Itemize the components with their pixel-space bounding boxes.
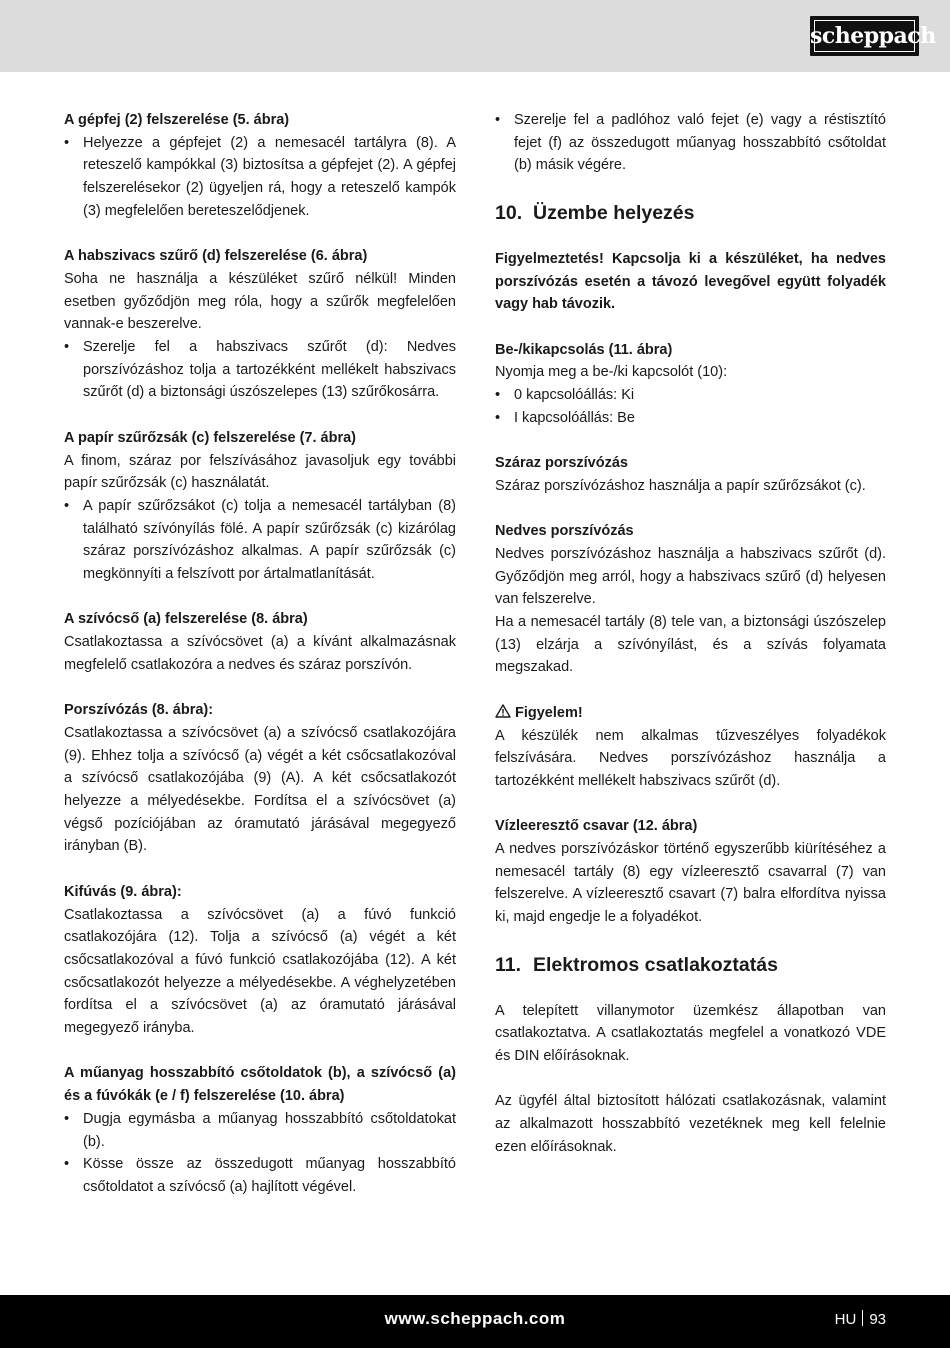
section-extension-tubes (64, 1062, 456, 1198)
list-item: • Dugja egymásba a műanyag hosszabbító csőtoldatokat (b). (64, 1108, 456, 1153)
right-column (495, 109, 886, 1181)
section-foam-filter (64, 245, 456, 404)
left-column (64, 109, 456, 1221)
bullet-list (64, 132, 456, 223)
section-mains-connection (495, 1090, 886, 1158)
chapter-number: 11. (495, 953, 522, 976)
section-nozzles (495, 109, 886, 177)
paragraph: Csatlakoztassa a szívócsövet (a) a fúvó funkció csatlakozójára (12). Tolja a szívócső (a) végét a két csőcsatlakozóval a fúvó funkció csatlakozójába (12). A két csőcsatlakozót helyezze a mélyedésekbe. A véghelyzetében fordítsa el a szívócsövet (a) az óramutató járásával megegyező irányba. (64, 906, 456, 1037)
section-heading: A papír szűrőzsák (c) felszerelése (7. ábra) (64, 429, 356, 446)
section-heading (495, 702, 886, 725)
paragraph: A finom, száraz por felszívásához javasoljuk egy további papír szűrőzsák (c) használatát. (64, 452, 456, 492)
paragraph: Ha a nemesacél tartály (8) tele van, a biztonsági úszószelep (13) elzárja a szívónyílást, és a szívás folyamata megszakad. (495, 614, 886, 676)
section-heading: A gépfej (2) felszerelése (5. ábra) (64, 112, 290, 128)
list-item: • Szerelje fel a padlóhoz való fejet (e) vagy a réstisztító fejet (f) az összedugott műanyag hosszabbító csőtoldat (b) másik végére. (495, 109, 886, 177)
language-code: HU (834, 1311, 857, 1328)
section-warning (495, 248, 886, 316)
section-on-off (495, 339, 886, 430)
page-indicator (835, 1310, 886, 1328)
chapter-title: Üzembe helyezés (533, 201, 695, 224)
bullet-list (495, 109, 886, 177)
list-item: • A papír szűrőzsákot (c) tolja a nemesacél tartályban (8) található szívónyílás fölé. A papír szűrőzsák (c) kizárólag száraz porszívózáshoz alkalmas. A papír szűrőzsák (c) megkönnyíti a felszívott por ártalmatlanítását. (64, 495, 456, 586)
section-suction-hose (64, 608, 456, 676)
paragraph: Csatlakoztassa a szívócsövet (a) a kívánt alkalmazásnak megfelelő csatlakozóra a nedves és száraz porszívón. (64, 634, 456, 673)
bullet-list (64, 495, 456, 586)
section-blowing (64, 881, 456, 1040)
section-heading: Vízleeresztő csavar (12. ábra) (495, 818, 698, 835)
chapter-title: Elektromos csatlakoztatás (533, 953, 778, 976)
attention-label: Figyelem! (515, 704, 583, 721)
list-item: • Kösse össze az összedugott műanyag hosszabbító csőtoldatot a szívócső (a) hajlított végével. (64, 1153, 456, 1198)
warning-triangle-icon (495, 704, 511, 718)
scheppach-logo (810, 16, 936, 56)
bullet-list (495, 384, 886, 429)
section-heading: A habszivacs szűrő (d) felszerelése (6. ábra) (64, 248, 368, 265)
logo-text: scheppach (810, 23, 936, 49)
list-item: • Szerelje fel a habszivacs szűrőt (d): Nedves porszívózáshoz tolja a tartozékként mellékelt habszivacs szűrőt (d) a biztonsági úszószelepes (13) szűrőkosárra. (64, 336, 456, 404)
chapter-heading-start-up (495, 200, 886, 226)
section-wet-vacuuming (495, 520, 886, 679)
section-heading: Nedves porszívózás (495, 523, 634, 540)
chapter-number: 10. (495, 201, 523, 224)
paragraph: A nedves porszívózáskor történő egyszerűbb kiürítéséhez a nemesacél tartály (8) egy vízleeresztő csavarral (7) van felszerelve. A vízleeresztő csavart (7) balra elfordítva nyissa ki, majd engedje le a folyadékot. (495, 841, 886, 926)
chapter-heading-electrical (495, 952, 886, 978)
logo-frame (814, 20, 915, 52)
paragraph: Soha ne használja a készüléket szűrő nélkül! Minden esetben győződjön meg róla, hogy a szűrők megfelelően vannak-e beszerelve. (64, 270, 456, 333)
page-header (0, 0, 950, 72)
section-drain-screw (495, 815, 886, 929)
section-heading: Száraz porszívózás (495, 455, 628, 472)
paragraph: A telepített villanymotor üzemkész állapotban van csatlakoztatva. A csatlakoztatás megfelel a vonatkozó VDE és DIN előírásoknak. (495, 1002, 886, 1064)
section-motor-connection (495, 1000, 886, 1068)
list-item: • I kapcsolóállás: Be (495, 407, 886, 430)
paragraph: Nyomja meg a be-/ki kapcsolót (10): (495, 364, 728, 381)
section-heading: A szívócső (a) felszerelése (8. ábra) (64, 611, 308, 628)
section-heading: Porszívózás (8. ábra): (64, 702, 214, 719)
bullet-list (64, 336, 456, 404)
paragraph: Száraz porszívózáshoz használja a papír szűrőzsákot (c). (495, 477, 866, 494)
paragraph: Csatlakoztassa a szívócsövet (a) a szívócső csatlakozójára (9). Ehhez tolja a szívócső (a) végét a két csőcsatlakozóval a szívócső csatlakozójába (9) (A). A két csőcsatlakozót helyezze a mélyedésekbe. Fordítsa el a szívócsövet (a) végső pozíciójában az óramutató járásával megegyező irányban (B). (64, 724, 456, 855)
paragraph: Az ügyfél által biztosított hálózati csatlakozásnak, valamint az alkalmazott hosszabbító vezetéknek meg kell felelnie ezen előírásoknak. (495, 1093, 886, 1155)
section-dry-vacuuming (495, 452, 886, 497)
list-item: • 0 kapcsolóállás: Ki (495, 384, 886, 407)
paragraph: Nedves porszívózáshoz használja a habszivacs szűrőt (d). Győződjön meg arról, hogy a habszivacs szűrő (d) helyesen van felszerelve. (495, 545, 886, 608)
section-machine-head (64, 109, 456, 223)
section-heading: Be-/kikapcsolás (11. ábra) (495, 341, 673, 358)
bullet-list (64, 1108, 456, 1199)
list-item: • Helyezze a gépfejet (2) a nemesacél tartályra (8). A reteszelő kampókkal (3) biztosítsa a gépfejet (2). A gépfej felszerelésekor (2) ügyeljen rá, hogy a reteszelő kampók (3) megfelelően bereteszelődjenek. (64, 132, 456, 223)
warning-text: Figyelmeztetés! Kapcsolja ki a készüléket, ha nedves porszívózás esetén a távozó levegővel együtt folyadék vagy hab távozik. (495, 250, 886, 313)
section-heading: Kifúvás (9. ábra): (64, 883, 182, 900)
separator (862, 1310, 863, 1326)
paragraph: A készülék nem alkalmas tűzveszélyes folyadékok felszívására. Nedves porszívózáshoz használja a tartozékként mellékelt habszivacs szűrőt (d). (495, 727, 886, 789)
section-vacuuming (64, 699, 456, 858)
page-footer (0, 1295, 950, 1348)
section-attention (495, 702, 886, 793)
website-url: www.scheppach.com (384, 1309, 566, 1328)
page-number: 93 (869, 1311, 886, 1328)
section-paper-filter-bag (64, 427, 456, 586)
section-heading: A műanyag hosszabbító csőtoldatok (b), a szívócső (a) és a fúvókák (e / f) felszerelése (10. ábra) (64, 1065, 456, 1105)
